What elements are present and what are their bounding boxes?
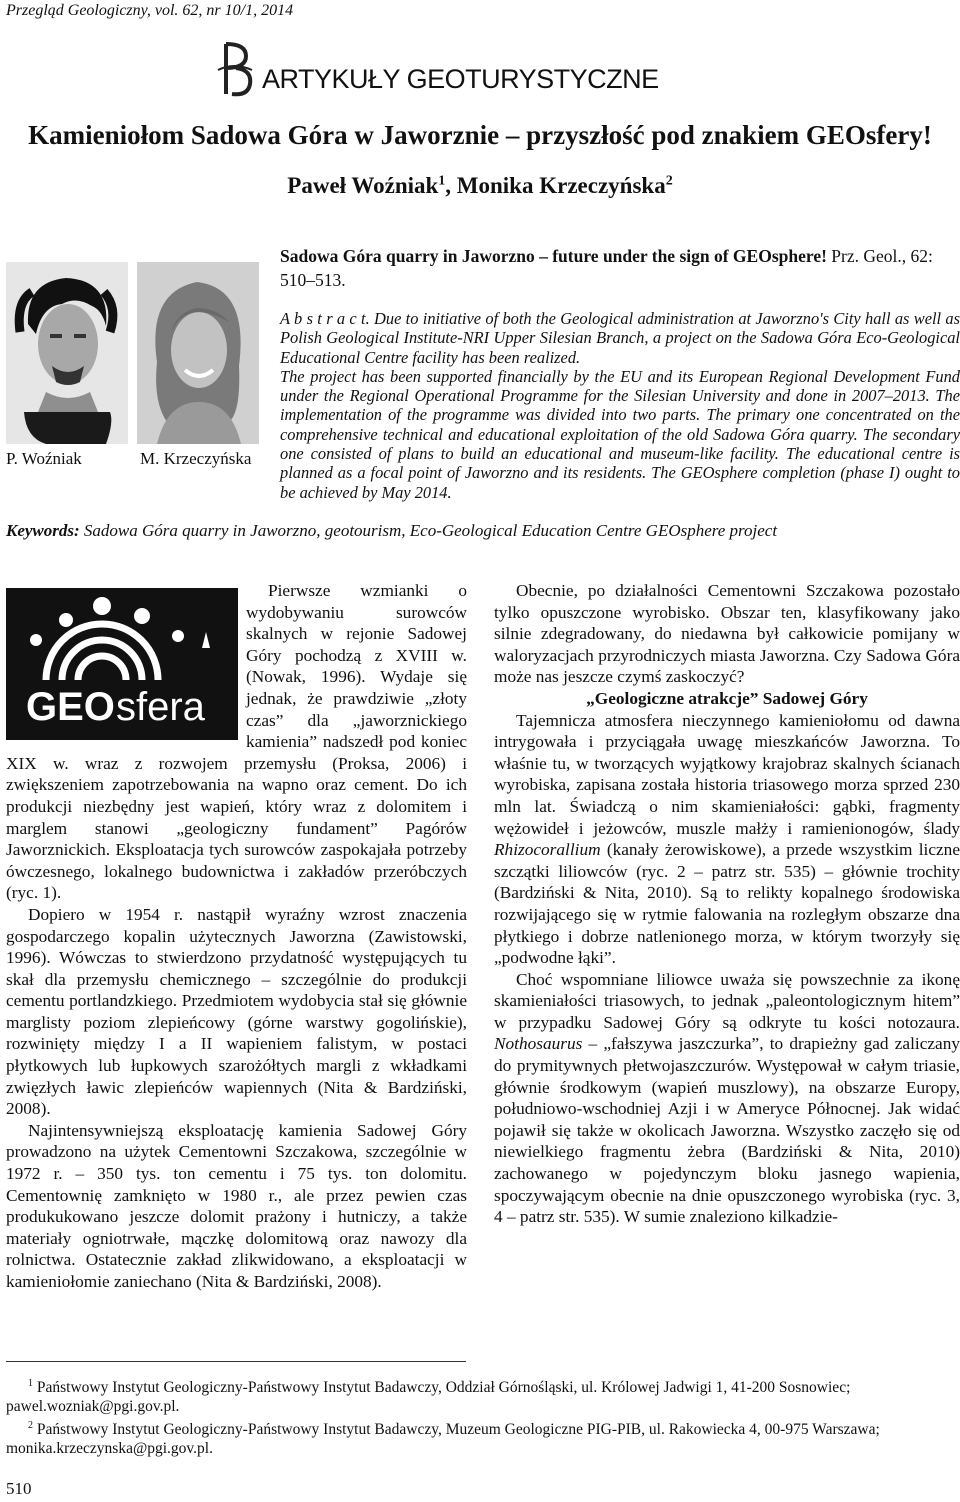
abstract (280, 309, 960, 502)
footnote-text: Państwowy Instytut Geologiczny-Państwowy Instytut Badawczy, Oddział Górnośląski, ul. Królowej Jadwigi 1, 41-200 Sosnowiec; pawel.wozniak@pgi.gov.pl. (6, 1379, 851, 1416)
author-photo-wozniak (6, 262, 128, 444)
keywords-label: Keywords: (6, 521, 80, 540)
body-paragraph: Obecnie, po działalności Cementowni Szczakowa pozostało tylko opuszczone wyrobisko. Obszar ten, klasyfikowany jako silnie zdegradowany, do niedawna był całkowicie pomijany w waloryzacjach przyrodniczych miasta Jaworzna. Czy Sadowa Góra może nas jeszcze czymś zaskoczyć? (494, 581, 960, 687)
journal-header: Przegląd Geologiczny, vol. 62, nr 10/1, 2014 (6, 2, 294, 19)
journal-logo-icon (212, 40, 258, 98)
body-paragraph: Choć wspomniane liliowce uważa się powszechnie za ikonę skamieniałości triasowych, to jednak „paleontologicznym hitem” w przypadku Sadowej Góry są odkryte tu kości notozaura. Nothosaurus – „fałszywa jaszczurka”, to drapieżny gad zaliczany do prymitywnych płetwojaszczurów. Występował w całym triasie, głównie środkowym (wapień muszlowy), na obszarze Europy, południowo-wschodniej Azji i w Ameryce Północnej. Jak widać pojawił się także w okolicach Jaworzna. Wszystko zaczęło się od niewielkiego fragmentu żebra (Bardziński & Nita, 2010) zachowanego w pojedynczym bloku jasnego wapienia, spoczywającym obecnie na dnie opuszczonego wyrobiska (ryc. 3, 4 – patrz str. 535). W sumie znaleziono kilkadzie- (494, 969, 960, 1227)
section-subheading: „Geologiczne atrakcje” Sadowej Góry (586, 688, 868, 708)
author-photo-krzeczynska (137, 262, 259, 444)
left-column (6, 580, 467, 1293)
svg-text:GEO: GEO (26, 685, 115, 729)
body-paragraph: Pierwsze wzmianki o wydobywaniu surowców skalnych w rejonie Sadowej Góry pochodzą z XVIII w. (Nowak, 1996). Wydaje się jednak, że prawdziwie „złoty czas” dla „jaworznickiego kamienia” nadszedł pod koniec XIX w. wraz z rozwojem przemysłu (Proksa, 2006) i zwiększeniem zapotrzebowania na wapno oraz cement. Do ich produkcji niezbędny jest wapień, który wraz z dolomitem i marglem stanowi „geologiczny fundament” Pagórów Jaworznickich. Eksploatacja tych surowców zaspokajała potrzeby ówczesnego, lokalnego budownictwa i zakładów przeróbczych (ryc. 1). (6, 581, 467, 903)
right-column (494, 580, 960, 1228)
svg-text:sfera: sfera (116, 685, 205, 729)
citation-ref: Prz. Geol., 62: 510–513. (280, 246, 933, 290)
keywords-text: Sadowa Góra quarry in Jaworzno, geotourism, Eco-Geological Education Centre GEOsphere project (79, 521, 778, 540)
footnote-divider (6, 1361, 466, 1362)
body-paragraph: Dopiero w 1954 r. nastąpił wyraźny wzrost znaczenia gospodarczego kopalin użytecznych Jaworzna (Zawistowski, 1996). Wówczas to stwierdzono przydatność występujących tu skał dla przemysłu chemicznego – szczególnie do produkcji cementu portlandzkiego. Przedmiotem wydobycia stał się głównie marglisty poziom zlepieńcowy (górne warstwy gogolińskie), rozwinięty między I a II wapieniem falistym, w postaci płytkowych lub łupkowych szarożółtych margli z wkładkami zwięzłych ławic zlepieńców wapiennych (Nita & Bardziński, 2008). (6, 904, 467, 1119)
body-paragraph: Najintensywniejszą eksploatację kamienia Sadowej Góry prowadzono na użytek Cementowni Szczakowa, szczególnie w 1972 r. – 350 tys. ton cementu i 75 tys. ton dolomitu. Cementownię zamknięto w 1980 r., ale przez pewien czas produkukowano jeszcze dolomit prażony i hutniczy, a także materiały ogniotrwałe, mączkę dolomitową oraz nawozy dla rolnictwa. Ostatecznie zakład zlikwidowano, a eksploatacji w kamieniołomie zaniechano (Nita & Bardziński, 2008). (6, 1120, 467, 1291)
footnote-number: 2 (28, 1420, 33, 1432)
body-paragraph: Tajemnicza atmosfera nieczynnego kamieniołomu od dawna intrygowała i przyciągała uwagę mieszkańców Jaworzna. To właśnie tu, w tworzących wyjątkowy krajobraz skalnych ścianach wyrobiska, zapisana została historia triasowego morza sprzed 230 mln lat. Świadczą o nim skamieniałości: gąbki, fragmenty wężowideł i jeżowców, muszle małży i ramienionogów, ślady Rhizocorallium (kanały żerowiskowe), a przede wszystkim liczne szczątki liliowców (ryc. 2 – patrz str. 535) – głównie trochity (Bardziński & Nita, 2010). Są to relikty kopalnego środowiska rozwijającego się w rytmie falowania na rozległym obszarze dna płytkiego i dobrze natlenionego morza, w którym tworzyły się „podwodne łąki”. (494, 710, 960, 968)
photo-caption: P. Woźniak (6, 449, 82, 468)
english-title: Sadowa Góra quarry in Jaworzno – future under the sign of GEOsphere! (280, 246, 827, 266)
footnotes (6, 1374, 960, 1458)
taxon-name: Nothosaurus (494, 1034, 583, 1054)
author-name: Paweł Woźniak (287, 173, 439, 198)
keywords (6, 521, 960, 541)
abstract-paragraph: Due to initiative of both the Geological administration at Jaworzno's City hall as well as Polish Geological Institute-NRI Upper Silesian Branch, a project on the Sadowa Góra Eco-Geological Educational Centre facility has been realized. (280, 309, 960, 367)
page-number: 510 (6, 1479, 32, 1498)
author-line (0, 173, 960, 199)
footnote-text: Państwowy Instytut Geologiczny-Państwowy Instytut Badawczy, Muzeum Geologiczne PIG-PIB, ul. Rakowiecka 4, 00-975 Warszawa; monika.krzeczynska@pgi.gov.pl. (6, 1421, 880, 1458)
geosfera-logo (6, 580, 246, 752)
abstract-label: A b s t r a c t. (280, 309, 370, 328)
affiliation-mark: 1 (438, 173, 446, 189)
affiliation-mark: 2 (665, 173, 673, 189)
abstract-paragraph: The project has been supported financially by the EU and its European Regional Development Fund under the Regional Operational Programme for the Silesian University and done in 2007–2013. The implementation of the programme was divided into two parts. The primary one concentrated on the comprehensive technical and educational exploitation of the old Sadowa Góra quarry. The secondary one consisted of plans to build an educational and museum-like facility. The educational centre is planned as a focal point of Jaworzno and its residents. The GEOsphere completion (phase I) ought to be achieved by May 2014. (280, 366, 960, 502)
footnote-number: 1 (28, 1378, 33, 1389)
english-citation (280, 244, 960, 292)
article-title: Kamieniołom Sadowa Góra w Jaworznie – przyszłość pod znakiem GEOsfery! (28, 120, 932, 150)
author-name: Monika Krzeczyńska (456, 173, 666, 198)
author-separator: , (445, 173, 457, 198)
taxon-name: Rhizocorallium (494, 840, 601, 860)
section-title: ARTYKUŁY GEOTURYSTYCZNE (262, 64, 659, 94)
photo-caption: M. Krzeczyńska (140, 449, 252, 468)
